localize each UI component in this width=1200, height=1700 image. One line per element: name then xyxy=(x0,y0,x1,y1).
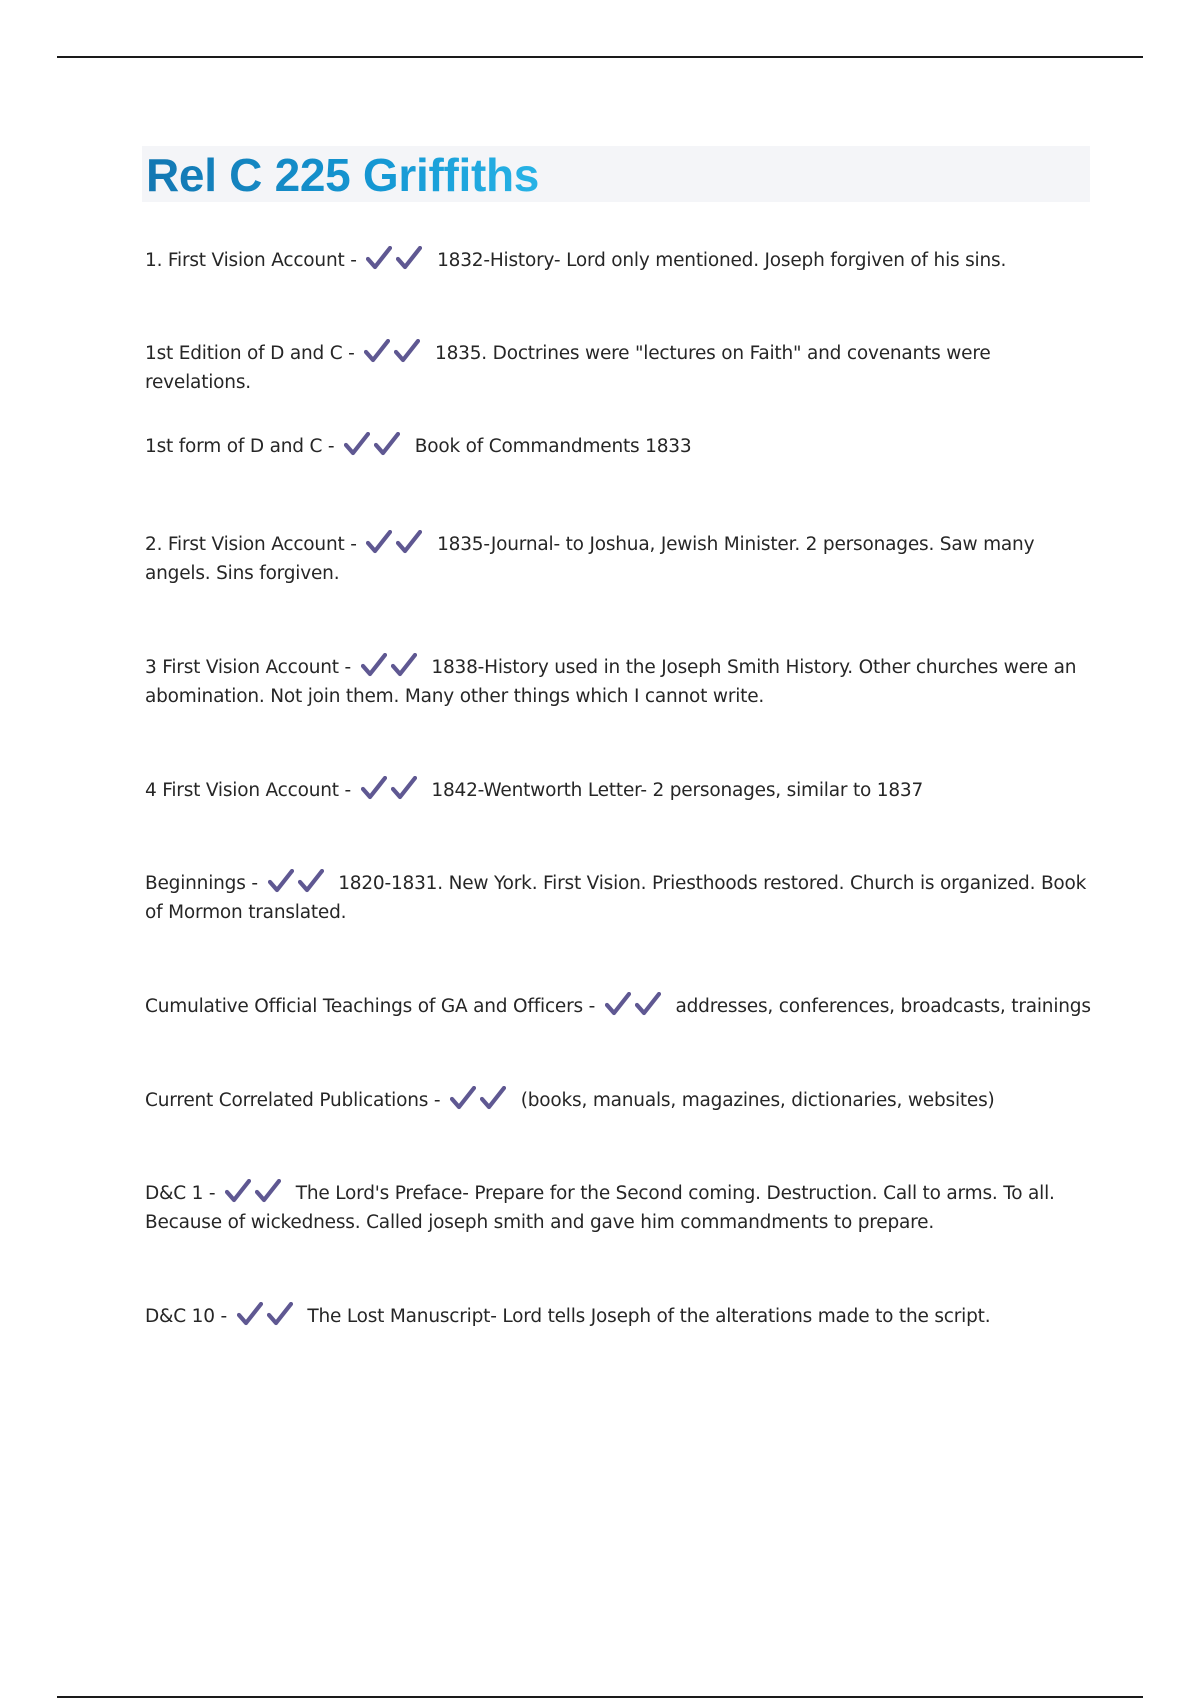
flashcard-entry xyxy=(145,1302,1095,1331)
flashcard-entry xyxy=(145,653,1095,711)
flashcard-entry xyxy=(145,992,1095,1021)
check-marks xyxy=(361,653,421,677)
entry-definition: (books, manuals, magazines, dictionaries, websites) xyxy=(520,1090,995,1111)
entry-term: 1st form of D and C - xyxy=(145,436,335,457)
check-marks xyxy=(225,1179,285,1203)
flashcard-entry xyxy=(145,1179,1095,1237)
entry-definition: The Lord's Preface- Prepare for the Second coming. Destruction. Call to arms. To all. Because of wickedness. Called joseph smith and gave him commandments to prepare. xyxy=(145,1183,1055,1233)
check-marks xyxy=(364,339,424,363)
check-icon xyxy=(394,339,420,363)
entry-term: 3 First Vision Account - xyxy=(145,657,352,678)
top-rule xyxy=(57,56,1143,58)
check-icon xyxy=(391,653,417,677)
check-marks xyxy=(268,869,328,893)
flashcard-entry xyxy=(145,339,1095,397)
check-icon xyxy=(361,776,387,800)
entry-term: Current Correlated Publications - xyxy=(145,1090,441,1111)
bottom-rule xyxy=(57,1696,1143,1698)
check-icon xyxy=(396,530,422,554)
entry-definition: 1838-History used in the Joseph Smith History. Other churches were an abomination. Not join them. Many other things which I cannot write. xyxy=(145,657,1077,707)
check-marks xyxy=(361,776,421,800)
check-icon xyxy=(361,653,387,677)
entry-term: 4 First Vision Account - xyxy=(145,780,352,801)
check-icon xyxy=(396,246,422,270)
check-icon xyxy=(298,869,324,893)
check-icon xyxy=(366,530,392,554)
entry-term: D&C 10 - xyxy=(145,1306,227,1327)
check-icon xyxy=(391,776,417,800)
check-marks xyxy=(366,530,426,554)
entry-term: Cumulative Official Teachings of GA and Officers - xyxy=(145,996,596,1017)
check-icon xyxy=(374,432,400,456)
entry-term: Beginnings - xyxy=(145,873,258,894)
entry-definition: 1835-Journal- to Joshua, Jewish Minister. 2 personages. Saw many angels. Sins forgiven. xyxy=(145,534,1035,584)
entry-term: 1. First Vision Account - xyxy=(145,250,357,271)
entry-definition: 1832-History- Lord only mentioned. Joseph forgiven of his sins. xyxy=(437,250,1007,271)
check-icon xyxy=(635,992,661,1016)
check-marks xyxy=(450,1086,510,1110)
entry-definition: addresses, conferences, broadcasts, trainings xyxy=(675,996,1091,1017)
entry-definition: 1842-Wentworth Letter- 2 personages, similar to 1837 xyxy=(431,780,924,801)
flashcard-entry xyxy=(145,776,1095,805)
check-icon xyxy=(237,1302,263,1326)
page-title: Rel C 225 Griffiths xyxy=(146,145,539,205)
check-icon xyxy=(268,869,294,893)
entry-term: 2. First Vision Account - xyxy=(145,534,357,555)
check-icon xyxy=(255,1179,281,1203)
check-icon xyxy=(267,1302,293,1326)
flashcard-entry xyxy=(145,530,1095,588)
entry-definition: 1835. Doctrines were "lectures on Faith" and covenants were revelations. xyxy=(145,343,991,393)
flashcard-entry xyxy=(145,1086,1095,1115)
check-marks xyxy=(605,992,665,1016)
flashcard-entry xyxy=(145,246,1095,275)
entry-term: D&C 1 - xyxy=(145,1183,216,1204)
check-icon xyxy=(450,1086,476,1110)
check-marks xyxy=(344,432,404,456)
entry-definition: 1820-1831. New York. First Vision. Priesthoods restored. Church is organized. Book of Mormon translated. xyxy=(145,873,1087,923)
flashcard-entry xyxy=(145,432,1095,461)
check-icon xyxy=(605,992,631,1016)
entry-term: 1st Edition of D and C - xyxy=(145,343,355,364)
check-icon xyxy=(480,1086,506,1110)
check-icon xyxy=(364,339,390,363)
check-marks xyxy=(237,1302,297,1326)
check-icon xyxy=(344,432,370,456)
flashcard-entry xyxy=(145,869,1095,927)
check-marks xyxy=(366,246,426,270)
check-icon xyxy=(366,246,392,270)
entry-definition: Book of Commandments 1833 xyxy=(414,436,692,457)
check-icon xyxy=(225,1179,251,1203)
entry-definition: The Lost Manuscript- Lord tells Joseph of the alterations made to the script. xyxy=(307,1306,991,1327)
